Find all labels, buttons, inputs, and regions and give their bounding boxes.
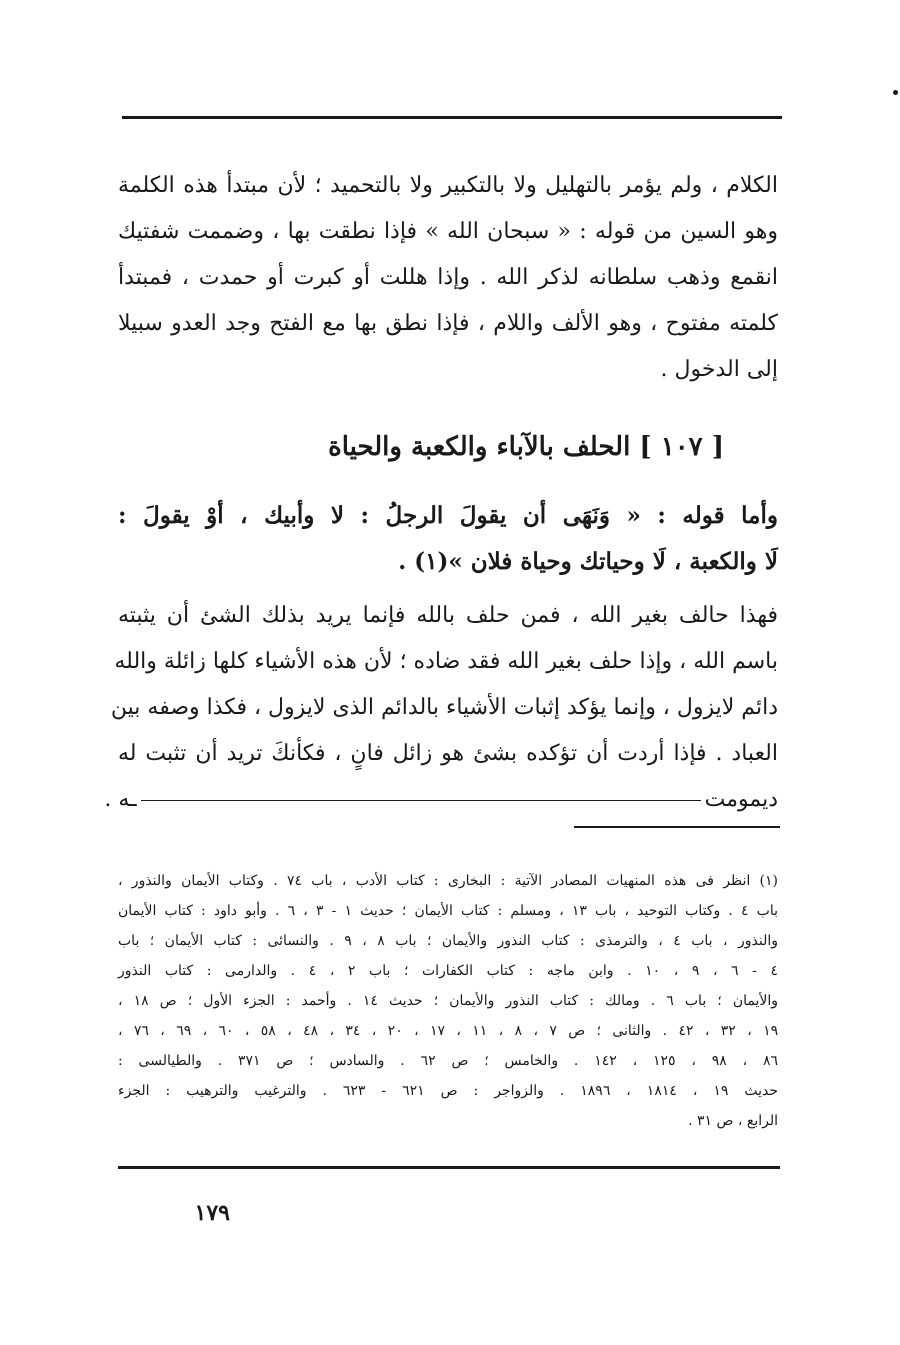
footnote-line: ٤ - ٦ ، ٩ ، ١٠ . وابن ماجه : كتاب الكفارات ؛ باب ٢ ، ٤ . والدارمى : كتاب النذور bbox=[118, 963, 778, 979]
page-number: ١٧٩ bbox=[194, 1200, 230, 1226]
footnote-line: باب ٤ . وكتاب التوحيد ، باب ١٣ ، ومسلم : كتاب الأيمان ؛ حديث ١ - ٣ ، ٦ . وأبو داود : كتاب الأيمان bbox=[118, 903, 778, 919]
section-heading: [ ١٠٧ ] الحلف بالآباء والكعبة والحياة bbox=[328, 432, 724, 462]
footnote-line: والأيمان ؛ باب ٦ . ومالك : كتاب النذور والأيمان ؛ حديث ١٤ . وأحمد : الجزء الأول ؛ ص ١٨ ، bbox=[118, 993, 778, 1009]
paragraph2-line: دائم لايزول ، وإنما يؤكد إثبات الأشياء بالدائم الذى لايزول ، فكذا وصفه بين bbox=[110, 695, 778, 720]
footnote-line: الرابع ، ص ٣١ . bbox=[688, 1113, 778, 1129]
margin-mark bbox=[893, 90, 898, 95]
paragraph2-final-line bbox=[104, 780, 778, 820]
paragraph2-line: العباد . فإذا أردت أن تؤكده بشئ هو زائل فانٍ ، فكأنكَ تريد أن تثبت له bbox=[118, 741, 778, 766]
footnote-line: ١٩ ، ٣٢ ، ٤٢ . والثانى ؛ ص ٧ ، ٨ ، ١١ ، ١٧ ، ٢٠ ، ٣٤ ، ٤٨ ، ٥٨ ، ٦٠ ، ٦٩ ، ٧٦ ، bbox=[118, 1023, 779, 1039]
footnote-line: والنذور ، باب ٤ ، والترمذى : كتاب النذور والأيمان ؛ باب ٨ ، ٩ . والنسائى : كتاب الأيمان ؛ باب bbox=[118, 933, 778, 949]
hadith-line: وأما قوله : « وَنَهَى أن يقولَ الرجلُ : لا وأبيك ، أوْ يقولَ : bbox=[118, 502, 778, 529]
word-start: ديمومت bbox=[704, 787, 778, 812]
footnote-line: (١) انظر فى هذه المنهيات المصادر الآتية : البخارى : كتاب الأدب ، باب ٧٤ . وكتاب الأيمان والنذور ، bbox=[118, 873, 778, 889]
paragraph1-line: كلمته مفتوح ، وهو الألف واللام ، فإذا نطق بها مع الفتح وجد العدو سبيلا bbox=[118, 311, 778, 336]
paragraph2-line: باسم الله ، وإذا حلف بغير الله فقد ضاده ؛ لأن هذه الأشياء كلها زائلة والله bbox=[114, 649, 778, 674]
paragraph2-line: فهذا حالف بغير الله ، فمن حلف بالله فإنما يريد بذلك الشئ أن يثبته bbox=[118, 603, 778, 628]
hadith-line: لَا والكعبة ، لَا وحياتك وحياة فلان »(١) . bbox=[398, 548, 778, 575]
footnote-separator bbox=[574, 826, 780, 828]
bottom-rule bbox=[118, 1166, 780, 1169]
paragraph1-line: انقمع وذهب سلطانه لذكر الله . وإذا هللت أو كبرت أو حمدت ، فمبتدأ bbox=[118, 265, 778, 290]
paragraph1-line: الكلام ، ولم يؤمر بالتهليل ولا بالتكبير ولا بالتحميد ؛ لأن مبتدأ هذه الكلمة bbox=[118, 173, 778, 198]
footnote-line: حديث ١٩ ، ١٨١٤ ، ١٨٩٦ . والزواجر : ص ٦٢١ - ٦٢٣ . والترغيب والترهيب : الجزء bbox=[118, 1083, 778, 1099]
paragraph1-line: وهو السين من قوله : « سبحان الله » فإذا نطقت بها ، وضممت شفتيك bbox=[118, 219, 778, 244]
top-rule bbox=[122, 116, 782, 119]
paragraph1-line: إلى الدخول . bbox=[660, 357, 778, 382]
kashida-line bbox=[141, 800, 701, 801]
word-end: ـه . bbox=[104, 787, 137, 812]
footnote-line: ٨٦ ، ٩٨ ، ١٢٥ ، ١٤٢ . والخامس ؛ ص ٦٢ . والسادس ؛ ص ٣٧١ . والطيالسى : bbox=[118, 1053, 779, 1069]
